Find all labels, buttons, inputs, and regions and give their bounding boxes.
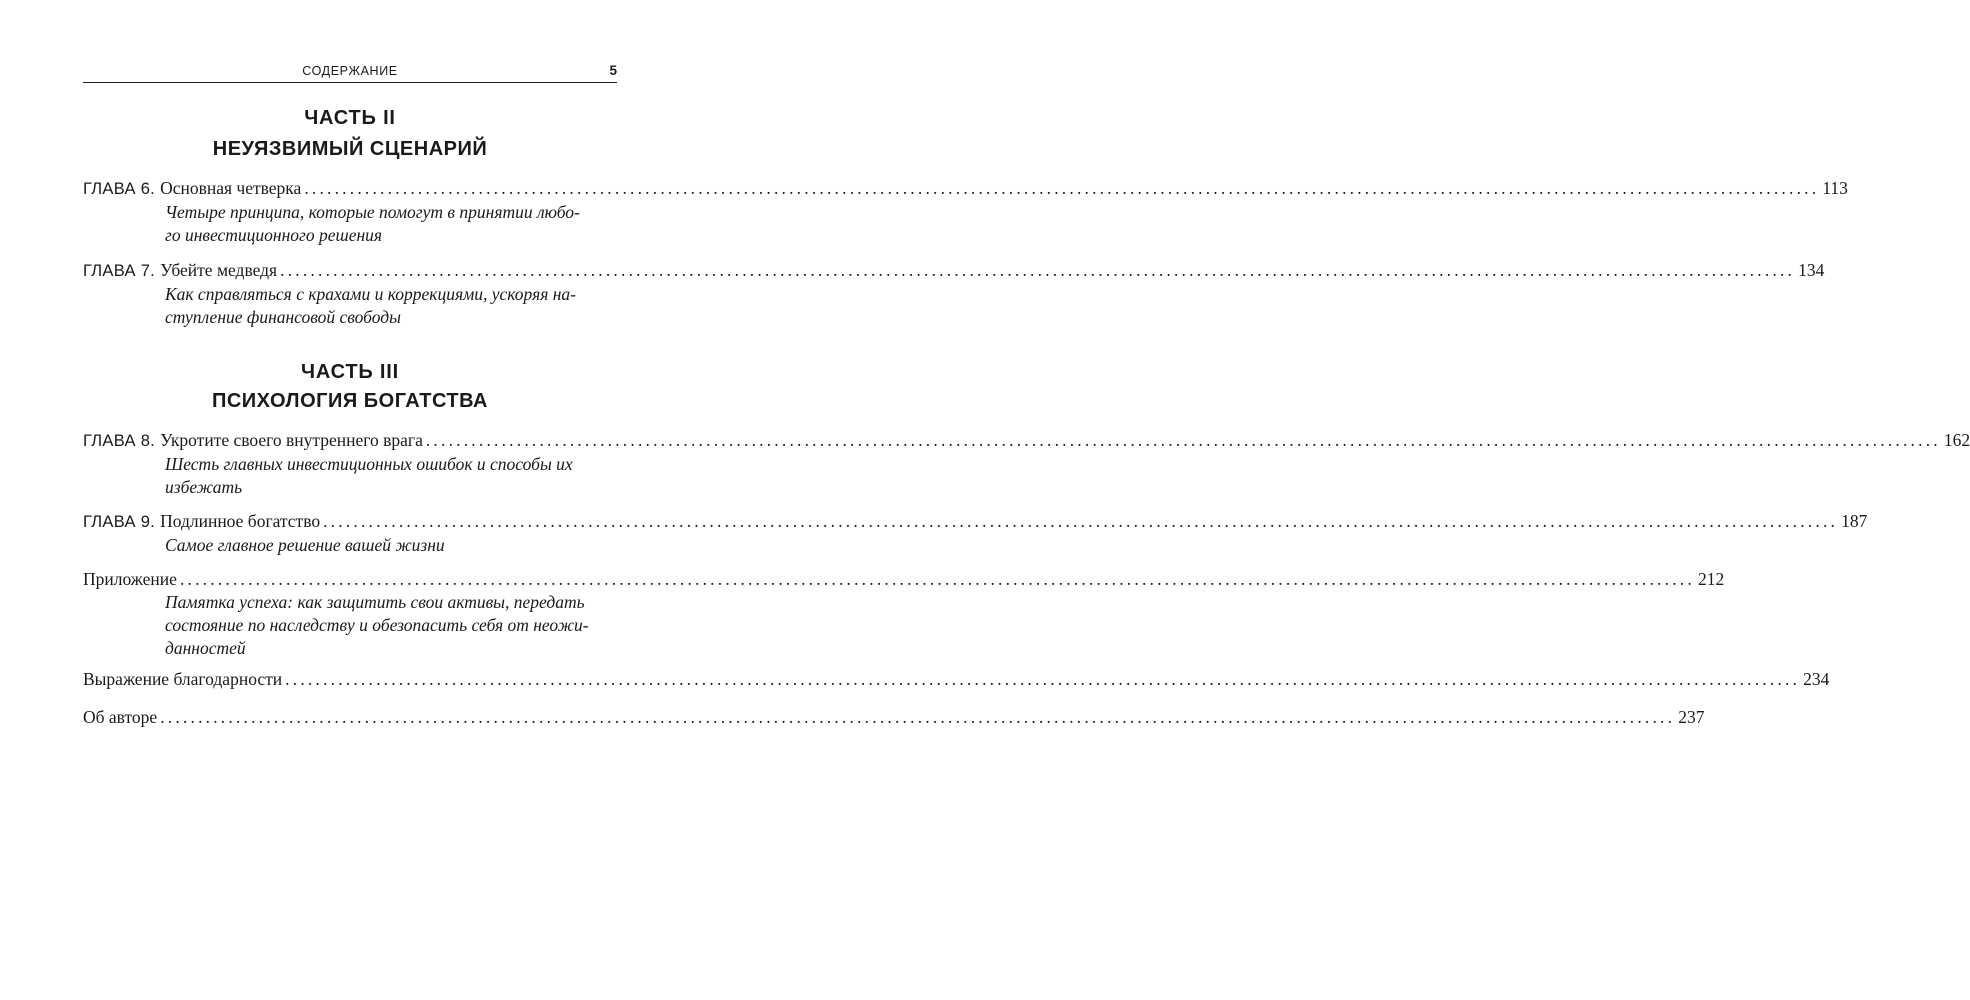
dot-leader: ........................................................................................................................................................................................................ [160,707,1676,727]
toc-entry-line [83,568,1725,590]
entry-title: Укротите своего внутреннего врага [160,430,423,450]
chapter-prefix: ГЛАВА 7. [83,262,156,280]
entry-page-number: 237 [1678,707,1705,727]
header-page-number: 5 [609,63,617,78]
dot-leader: ........................................................................................................................................................................................................ [304,178,1820,198]
chapter-prefix: ГЛАВА 9. [83,513,156,531]
part-3-title: ПСИХОЛОГИЯ БОГАТСТВА [211,390,489,412]
subtitle-line: Четыре принципа, которые помогут в принятии любо- [165,202,580,222]
subtitle-line: Памятка успеха: как защитить свои активы, передать [165,592,585,612]
part-2-label: ЧАСТЬ II [304,107,396,129]
toc-entry-line [83,706,1705,728]
toc-entry-appendix[interactable] [83,568,1725,660]
entry-page-number: 212 [1697,569,1725,589]
entry-title: Приложение [83,569,177,589]
entry-subtitle [165,453,617,499]
dot-leader: ........................................................................................................................................................................................................ [179,569,1695,589]
subtitle-line: ступление финансовой свободы [165,307,401,327]
toc-entry-line [83,177,1848,200]
subtitle-line: избежать [165,477,243,497]
chapter-prefix: ГЛАВА 6. [83,180,156,198]
toc-entry-chapter-8[interactable] [83,429,1970,499]
dot-leader: ........................................................................................................................................................................................................ [323,511,1839,531]
entry-subtitle [165,534,617,557]
toc-entry-line [83,259,1825,282]
dot-leader: ........................................................................................................................................................................................................ [425,430,1941,450]
subtitle-line: Самое главное решение вашей жизни [165,535,445,555]
toc-entry-chapter-7[interactable] [83,259,1825,329]
entry-title: Об авторе [83,707,158,727]
dot-leader: ........................................................................................................................................................................................................ [280,260,1796,280]
toc-entry-about-author[interactable] [83,706,1705,728]
part-3-label: ЧАСТЬ III [301,361,399,383]
toc-entry-line [83,510,1868,533]
header-title: СОДЕРЖАНИЕ [302,64,398,78]
toc-entry-chapter-9[interactable] [83,510,1868,557]
entry-subtitle [165,283,617,329]
subtitle-line: Как справляться с крахами и коррекциями, ускоряя на- [165,284,576,304]
toc-entry-line [83,429,1970,452]
subtitle-line: данностей [165,638,246,658]
entry-page-number: 134 [1798,260,1825,280]
dot-leader: ........................................................................................................................................................................................................ [285,669,1801,689]
subtitle-line: состояние по наследству и обезопасить себя от неожи- [165,615,589,635]
toc-entry-acknowledgements[interactable] [83,668,1830,690]
subtitle-line: го инвестиционного решения [165,225,383,245]
part-2-title: НЕУЯЗВИМЫЙ СЦЕНАРИЙ [212,138,488,160]
entry-title: Подлинное богатство [160,511,321,531]
toc-entry-line [83,668,1830,690]
subtitle-line: Шесть главных инвестиционных ошибок и способы их [165,454,573,474]
chapter-prefix: ГЛАВА 8. [83,432,156,450]
entry-page-number: 234 [1803,669,1830,689]
entry-page-number: 113 [1822,178,1848,198]
running-header [83,60,617,83]
toc-entry-chapter-6[interactable] [83,177,1848,247]
entry-subtitle [165,201,617,247]
entry-title: Основная четверка [160,178,302,198]
entry-page-number: 162 [1943,430,1970,450]
entry-page-number: 187 [1841,511,1868,531]
entry-subtitle [165,591,617,660]
entry-title: Выражение благодарности [83,669,283,689]
entry-title: Убейте медведя [160,260,278,280]
